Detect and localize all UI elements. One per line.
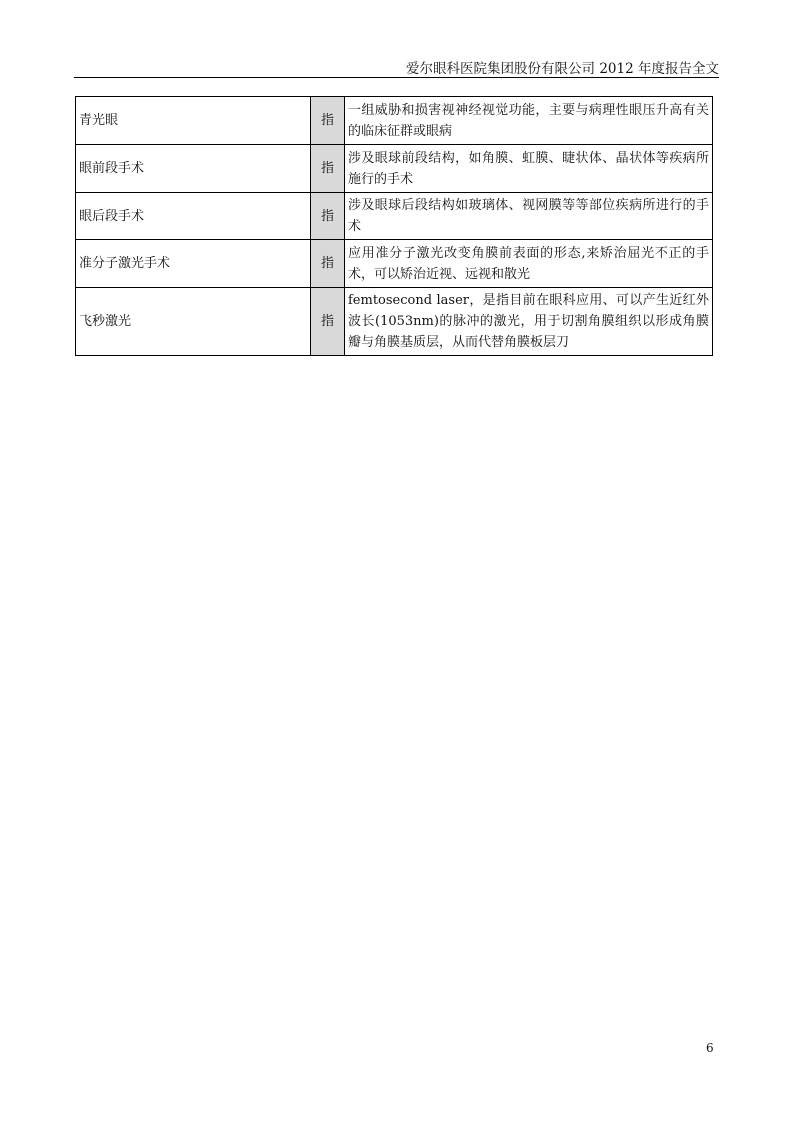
glossary-definition: femtosecond laser，是指目前在眼科应用、可以产生近红外波长(1053nm)的脉冲的激光，用于切割角膜组织以形成角膜瓣与角膜基质层，从而代替角膜板层刀 — [345, 288, 713, 356]
glossary-table — [75, 96, 713, 356]
refers-to-marker: 指 — [311, 240, 345, 288]
refers-to-marker: 指 — [311, 145, 345, 193]
glossary-row — [76, 145, 713, 193]
glossary-definition: 一组威胁和损害视神经视觉功能，主要与病理性眼压升高有关的临床征群或眼病 — [345, 97, 713, 145]
glossary-term: 飞秒激光 — [76, 288, 311, 356]
glossary-definition: 应用准分子激光改变角膜前表面的形态,来矫治屈光不正的手术，可以矫治近视、远视和散光 — [345, 240, 713, 288]
refers-to-marker: 指 — [311, 288, 345, 356]
glossary-row — [76, 97, 713, 145]
glossary-row — [76, 288, 713, 356]
glossary-term: 眼后段手术 — [76, 193, 311, 240]
glossary-definition: 涉及眼球后段结构如玻璃体、视网膜等等部位疾病所进行的手术 — [345, 193, 713, 240]
page-number: 6 — [706, 1041, 714, 1055]
glossary-definition: 涉及眼球前段结构，如角膜、虹膜、睫状体、晶状体等疾病所施行的手术 — [345, 145, 713, 193]
report-title: 爱尔眼科医院集团股份有限公司 2012 年度报告全文 — [406, 61, 719, 77]
glossary-row — [76, 240, 713, 288]
page-header — [74, 55, 719, 78]
glossary-term: 青光眼 — [76, 97, 311, 145]
glossary-row — [76, 193, 713, 240]
glossary-term: 准分子激光手术 — [76, 240, 311, 288]
refers-to-marker: 指 — [311, 97, 345, 145]
refers-to-marker: 指 — [311, 193, 345, 240]
glossary-term: 眼前段手术 — [76, 145, 311, 193]
